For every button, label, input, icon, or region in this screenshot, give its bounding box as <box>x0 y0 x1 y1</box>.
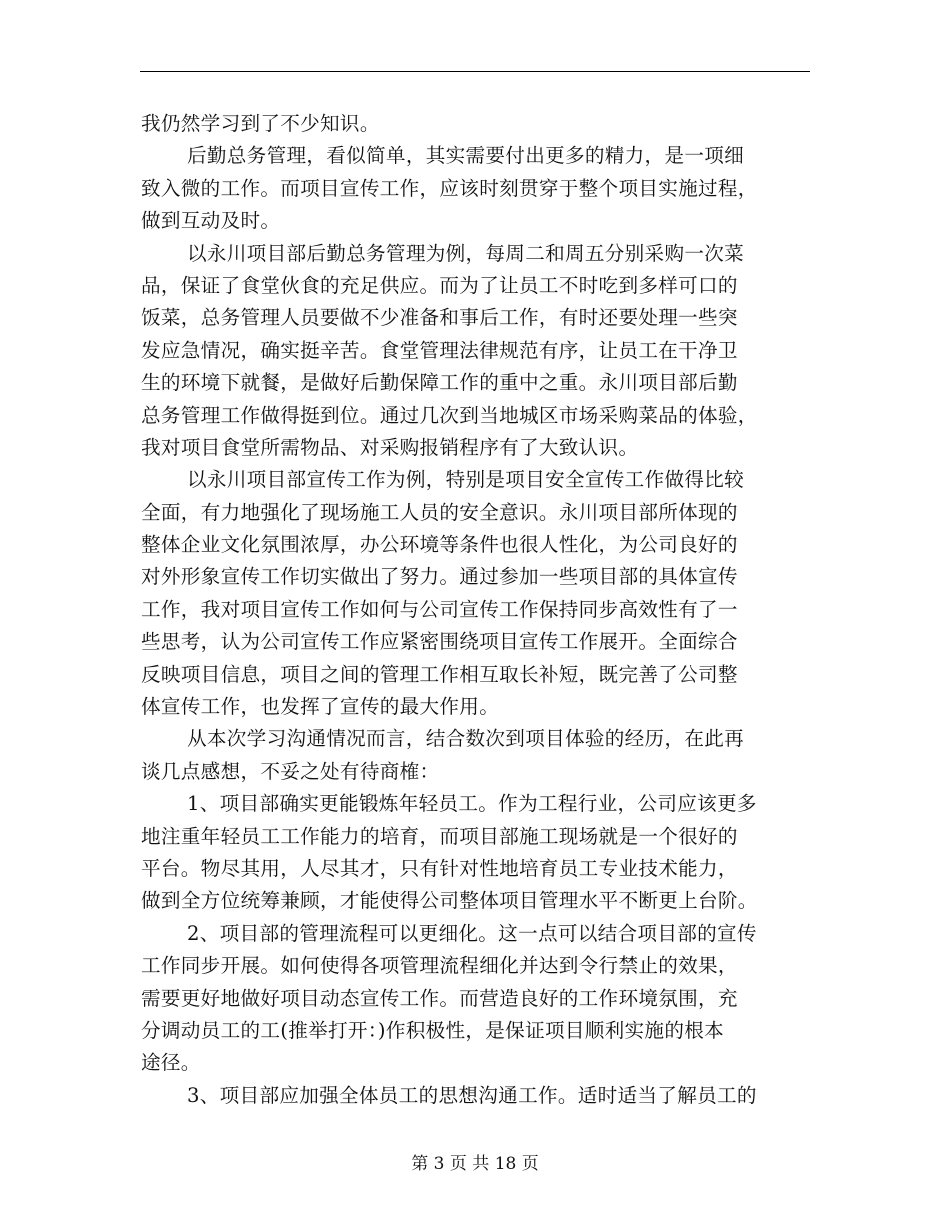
text-line: 工作，我对项目宣传工作如何与公司宣传工作保持同步高效性有了一 <box>141 597 738 621</box>
text-line: 做到互动及时。 <box>141 209 281 233</box>
text-line: 平台。物尽其用，人尽其才，只有针对性地培育员工专业技术能力， <box>141 856 738 880</box>
text-line: 总务管理工作做得挺到位。通过几次到当地城区市场采购菜品的体验， <box>141 403 758 427</box>
text-line: 发应急情况，确实挺辛苦。食堂管理法律规范有序，让员工在干净卫 <box>141 338 738 362</box>
paragraph-first-line: 从本次学习沟通情况而言，结合数次到项目体验的经历，在此再 <box>187 727 745 751</box>
text-line: 品，保证了食堂伙食的充足供应。而为了让员工不时吃到多样可口的 <box>141 273 738 297</box>
paragraph-first-line: 3、项目部应加强全体员工的思想沟通工作。适时适当了解员工的 <box>187 1083 757 1107</box>
text-line: 致入微的工作。而项目宣传工作，应该时刻贯穿于整个项目实施过程， <box>141 176 758 200</box>
text-line: 做到全方位统筹兼顾，才能使得公司整体项目管理水平不断更上台阶。 <box>141 889 758 913</box>
paragraph-first-line: 1、项目部确实更能锻炼年轻员工。作为工程行业，公司应该更多 <box>187 792 757 816</box>
header-rule <box>140 71 810 72</box>
text-line: 工作同步开展。如何使得各项管理流程细化并达到令行禁止的效果， <box>141 954 738 978</box>
paragraph-first-line: 后勤总务管理，看似简单，其实需要付出更多的精力，是一项细 <box>187 144 745 168</box>
text-line: 体宣传工作，也发挥了宣传的最大作用。 <box>141 695 500 719</box>
document-body <box>141 108 813 1112</box>
text-line: 反映项目信息，项目之间的管理工作相互取长补短，既完善了公司整 <box>141 662 738 686</box>
text-line: 途径。 <box>141 1051 201 1075</box>
text-line: 分调动员工的工(推举打开：)作积极性，是保证项目顺利实施的根本 <box>141 1018 725 1042</box>
text-line: 生的环境下就餐，是做好后勤保障工作的重中之重。永川项目部后勤 <box>141 371 738 395</box>
text-line: 谈几点感想，不妥之处有待商榷： <box>141 759 440 783</box>
page-footer <box>0 1153 950 1175</box>
paragraph-first-line: 以永川项目部宣传工作为例，特别是项目安全宣传工作做得比较 <box>187 468 745 492</box>
page-number-label: 第 3 页 共 18 页 <box>411 1154 539 1174</box>
text-line: 我对项目食堂所需物品、对采购报销程序有了大致认识。 <box>141 435 639 459</box>
text-line: 地注重年轻员工工作能力的培育，而项目部施工现场就是一个很好的 <box>141 824 738 848</box>
text-line: 些思考，认为公司宣传工作应紧密围绕项目宣传工作展开。全面综合 <box>141 630 738 654</box>
text-line: 我仍然学习到了不少知识。 <box>141 112 380 135</box>
paragraph-first-line: 2、项目部的管理流程可以更细化。这一点可以结合项目部的宣传 <box>187 921 757 945</box>
text-line: 整体企业文化氛围浓厚，办公环境等条件也很人性化，为公司良好的 <box>141 533 738 557</box>
paragraph-first-line: 以永川项目部后勤总务管理为例，每周二和周五分别采购一次菜 <box>187 241 745 265</box>
text-line: 需要更好地做好项目动态宣传工作。而营造良好的工作环境氛围，充 <box>141 986 738 1010</box>
text-line: 饭菜，总务管理人员要做不少准备和事后工作，有时还要处理一些突 <box>141 306 738 330</box>
text-line: 对外形象宣传工作切实做出了努力。通过参加一些项目部的具体宣传 <box>141 565 738 589</box>
text-line: 全面，有力地强化了现场施工人员的安全意识。永川项目部所体现的 <box>141 500 738 524</box>
